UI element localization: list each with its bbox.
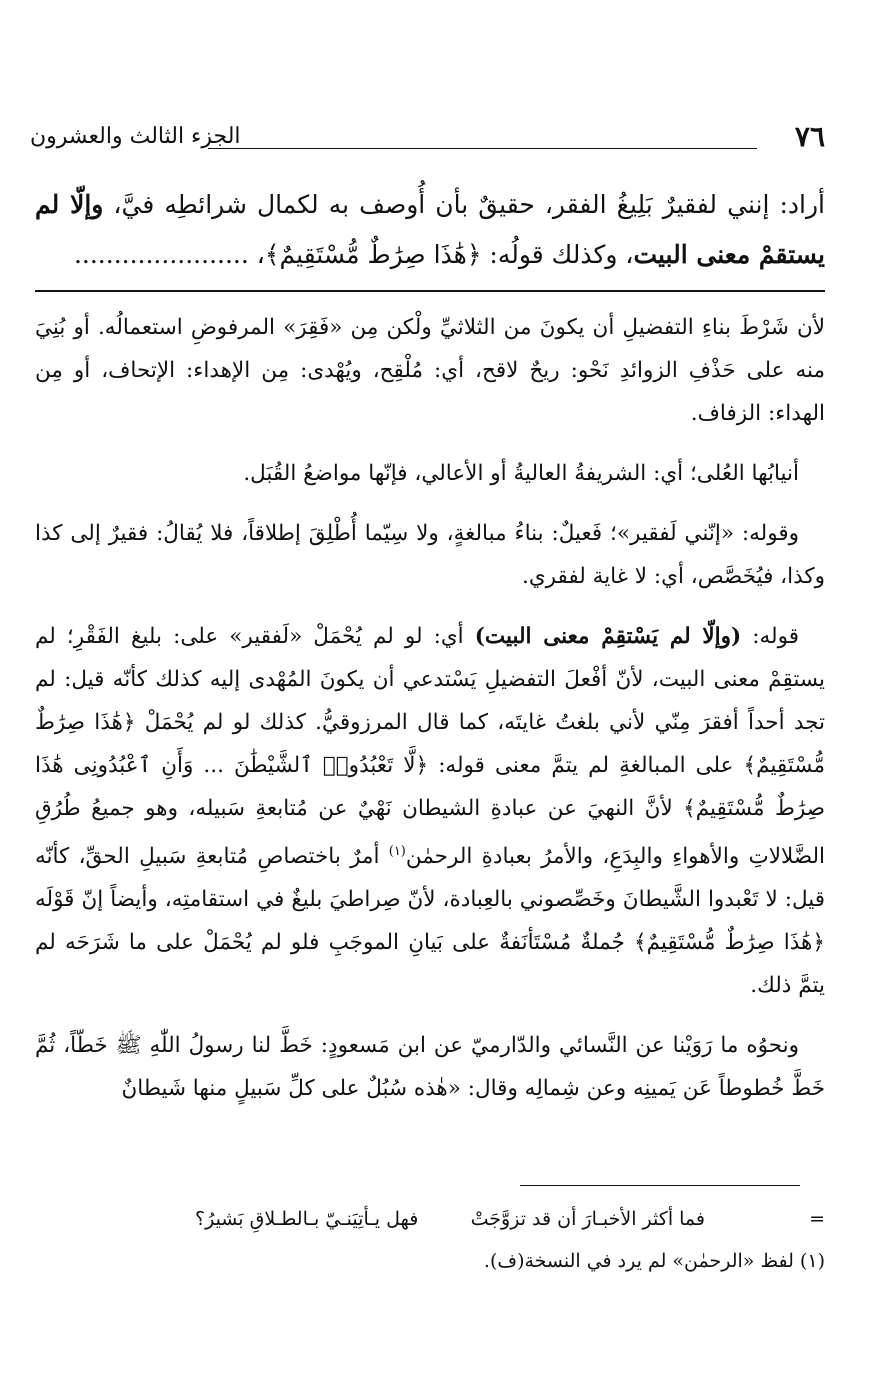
footnote-1: (١) لفظ «الرحمٰن» لم يرد في النسخة(ف). [483,1250,825,1272]
commentary-body [35,306,825,1127]
para4-text-continued: أمرٌ باختصاصِ مُتابعةِ سَبيلِ الحقِّ، كأنّه قيل: لا تَعْبدوا الشَّيطانَ وخَصِّصوني بالعِبادة، لأنّ صِراطيَ بليغٌ في استقامتِه، وأيضاً إنّ قَوْلَه ﴿هَٰذَا صِرَٰطٌ مُّسْتَقِيمٌ﴾ جُملةٌ مُسْتَأنَفةٌ على بَيانِ الموجَبِ فلو لم يُحْمَلْ على ما شَرَحَه لم يتمَّ ذلك. [35,844,825,999]
para4-text: أي: لو لم يُحْمَلْ «لَفقير» على: بليغ الفَقْرِ؛ لم يستقِمْ معنى البيت، لأنّ أفْعلَ التفضيلِ يَسْتدعي أن يكونَ المُهْدى إليه كذلك كأنّه قيل: لم تجد أحداً أفقرَ مِنّي لأني بلغتُ غايتَه، كما قال المرزوقيُّ. كذلك لو لم يُحْمَلْ ﴿هَٰذَا صِرَٰطٌ مُّسْتَقِيمٌ﴾ على المبالغةِ لم يتمَّ معنى قوله: ﴿لَّا تَعْبُدُوا۟ ٱلشَّيْطَٰنَ ... وَأَنِ ٱعْبُدُونِى هَٰذَا صِرَٰطٌ مُّسْتَقِيمٌ﴾ لأنَّ النهيَ عن عبادةِ الشيطان نَهْيٌ عن مُتابعةِ سَبيله، وهو جميعُ طُرُقِ الضَّلالاتِ والأهواءِ والبِدَعِ، والأمرُ بعبادةِ الرحمٰن [35,624,826,870]
main-text-bold: وإلّا لم يستقمْ معنى البيت [35,190,825,269]
continuation-marker: = [809,1208,825,1230]
main-text-separator [35,290,825,292]
para4-quoted-lemma: (وإلّا لم يَسْتقِمْ معنى البيت) [474,624,742,649]
header-rule [208,148,757,149]
commentary-paragraph-2: أنيابُها العُلى؛ أي: الشريفةُ العاليةُ أو الأعالي، فإنّها مواضعُ القُبَل. [243,461,799,486]
part-title: الجزء الثالث والعشرون [30,124,241,149]
footnote-separator [520,1185,800,1186]
page-number: ٧٦ [794,120,825,153]
main-text [35,180,825,280]
commentary-paragraph-4 [35,615,825,1007]
commentary-paragraph-1: لأن شَرْطَ بناءِ التفضيلِ أن يكونَ من الثلاثيِّ ولْكن مِن «فَقِرَ» المرفوضِ استعمالُه. أو بُنِيَ منه على حَذْفِ الزوائدِ نَحْو: ريحٌ لاقح، أي: مُلْقِح، ويُهْدى: مِن الإهداء: الإتحاف، أو مِن الهداء: الزفاف. [35,315,825,426]
footnote-ref-1: (١) [388,844,406,859]
main-text-part-a: أراد: إنني لفقيرٌ بَلِيغُ الفقر، حقيقٌ بأن أُوصف به لكمال شرائطِه فيَّ، [103,190,825,219]
page-header [30,118,825,162]
verse-hemistich-2: فهل يـأتِيَنـيّ بـالطـلاقِ بَشيرُ؟ [195,1208,419,1230]
verse-hemistich-1: فما أكثر الأخبـارَ أن قد تزوَّجَتْ [470,1208,705,1230]
footnotes [35,1200,825,1280]
commentary-paragraph-5: ونحوُه ما رَوَيْنا عن النَّسائي والدّارميّ عن ابن مَسعودٍ: خَطَّ لنا رسولُ اللّٰهِ ﷺ خَطّاً، ثُمَّ خَطَّ خُطوطاً عَن يَمينِه وعن شِمالِه وقال: «هٰذه سُبُلٌ على كلِّ سَبيلٍ منها شَيطانٌ [35,1033,825,1102]
main-text-part-b: ، وكذلك قولُه: ﴿هَٰذَا صِرَٰطٌ مُّسْتَقِيمٌ﴾، ...................... [73,240,634,269]
para4-lead: قوله: [741,624,799,649]
commentary-paragraph-3: وقوله: «إنّني لَفقير»؛ فَعيلٌ: بناءُ مبالغةٍ، ولا سِيّما أُطْلِقَ إطلاقاً، فلا يُقالُ: فقيرٌ إلى كذا وكذا، فيُخَصَّص، أي: لا غاية لفقري. [35,521,825,589]
footnote-verse [35,1200,825,1238]
